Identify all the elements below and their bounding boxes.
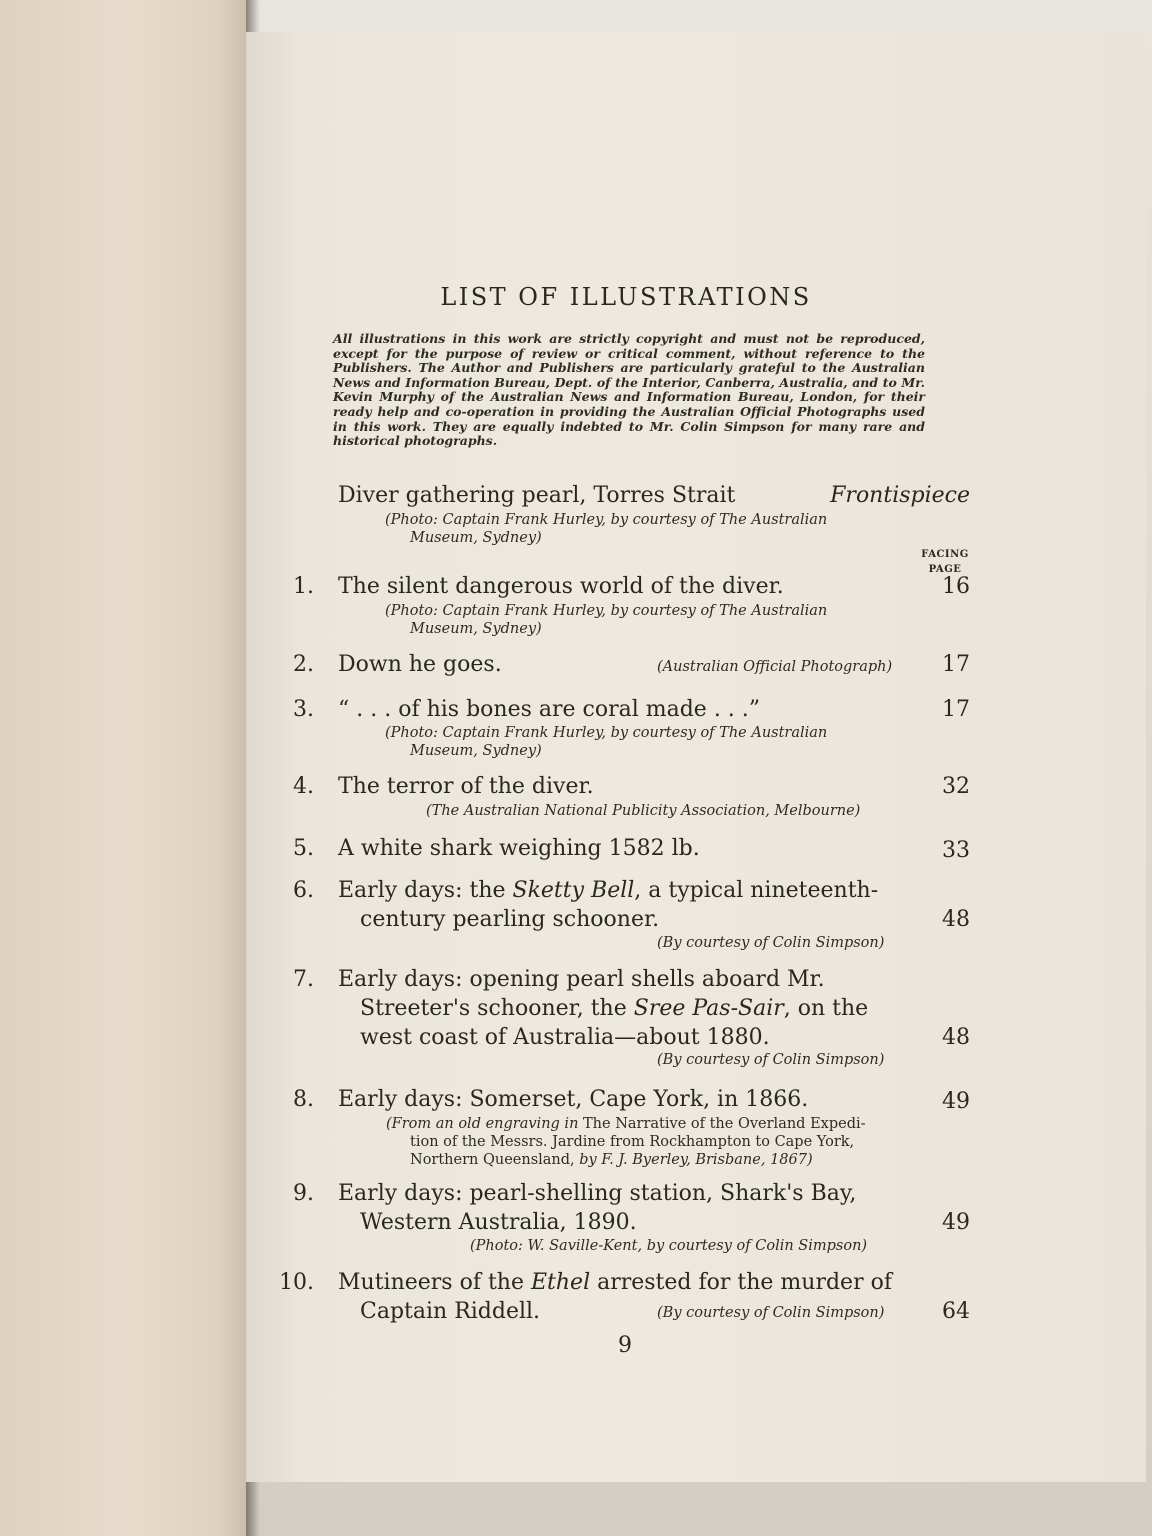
frontispiece-credit-line-2: Museum, Sydney): [410, 530, 542, 546]
entry-8-title: Early days: Somerset, Cape York, in 1866.: [338, 1087, 809, 1112]
page-title: LIST OF ILLUSTRATIONS: [440, 283, 812, 311]
page-number: 9: [618, 1333, 632, 1358]
entry-7-title-line-2: [360, 995, 868, 1023]
facing-label-line-1: FACING: [921, 549, 969, 560]
entry-5-page: 33: [942, 838, 970, 863]
entry-1-page: 16: [942, 574, 970, 599]
entry-6-title-line-1: [338, 877, 878, 905]
entry-9-title-line-2: Western Australia, 1890.: [360, 1210, 637, 1235]
entry-1-number: 1.: [293, 574, 314, 599]
entry-3-credit-line-2: Museum, Sydney): [410, 743, 542, 759]
entry-6-title-part-c: , a typical nineteenth-: [634, 878, 879, 903]
entry-8-credit-line-3: [410, 1151, 813, 1169]
copyright-notice: All illustrations in this work are strictly copyright and must not be reproduced, except for the purpose of review or critical comment, without reference to the Publishers. The Author and Publishers are particularly grateful to the Australian News and Information Bureau, Dept. of the Interior, Canberra, Australia, and to Mr. Kevin Murphy of the Australian News and Information Bureau, London, for their ready help and co-operation in providing the Australian Official Photographs used in this work. They are equally indebted to Mr. Colin Simpson for many rare and historical photographs.: [333, 331, 925, 449]
entry-2-credit: (Australian Official Photograph): [657, 659, 893, 675]
entry-8-book-title-a: The Narrative of the Overland Expedi-: [583, 1116, 866, 1132]
entry-1-title: The silent dangerous world of the diver.: [338, 574, 784, 599]
entry-4-title: The terror of the diver.: [338, 774, 594, 799]
entry-10-ship-name: Ethel: [530, 1270, 591, 1295]
entry-8-credit-part-b: by F. J. Byerley, Brisbane, 1867): [579, 1152, 813, 1168]
entry-10-credit: (By courtesy of Colin Simpson): [657, 1305, 885, 1321]
entry-9-credit: (Photo: W. Saville-Kent, by courtesy of Colin Simpson): [470, 1238, 868, 1254]
entry-8-page: 49: [942, 1089, 970, 1114]
entry-8-credit-line-2: [410, 1133, 854, 1151]
entry-8-book-title-b: tion of the Messrs. Jardine from Rockhampton to Cape York,: [410, 1134, 855, 1150]
entry-6-title-line-2: century pearling schooner.: [360, 907, 660, 932]
entry-7-title-line-1: Early days: opening pearl shells aboard Mr.: [338, 967, 825, 992]
entry-6-ship-name: Sketty Bell: [512, 878, 635, 903]
entry-6-credit: (By courtesy of Colin Simpson): [657, 935, 885, 951]
entry-9-page: 49: [942, 1210, 970, 1235]
entry-3-title: “ . . . of his bones are coral made . . .”: [338, 697, 761, 722]
right-page: [246, 32, 1146, 1482]
facing-label-line-2: PAGE: [928, 564, 962, 575]
entry-10-number: 10.: [279, 1270, 314, 1295]
entry-10-title-part-c: arrested for the murder of: [590, 1270, 892, 1295]
entry-1-credit-line-2: Museum, Sydney): [410, 621, 542, 637]
entry-7-ship-name: Sree Pas-Sair: [633, 996, 784, 1021]
entry-2-page: 17: [942, 652, 970, 677]
frontispiece-credit-line-1: (Photo: Captain Frank Hurley, by courtesy of The Australian: [385, 512, 828, 528]
entry-7-title-part-c: , on the: [783, 996, 869, 1021]
entry-10-page: 64: [942, 1299, 970, 1324]
entry-6-number: 6.: [293, 878, 314, 903]
entry-8-book-title-c: Northern Queensland,: [410, 1152, 580, 1168]
entry-7-title-line-3: west coast of Australia—about 1880.: [360, 1025, 770, 1050]
entry-1-credit-line-1: (Photo: Captain Frank Hurley, by courtesy of The Australian: [385, 603, 828, 619]
entry-5-title: A white shark weighing 1582 lb.: [338, 836, 700, 861]
frontispiece-title: Diver gathering pearl, Torres Strait: [338, 483, 736, 508]
entry-2-number: 2.: [293, 652, 314, 677]
entry-9-title-line-1: Early days: pearl-shelling station, Shark's Bay,: [338, 1181, 857, 1206]
entry-3-page: 17: [942, 697, 970, 722]
entry-5-number: 5.: [293, 836, 314, 861]
entry-7-credit: (By courtesy of Colin Simpson): [657, 1052, 885, 1068]
entry-3-credit-line-1: (Photo: Captain Frank Hurley, by courtesy of The Australian: [385, 725, 828, 741]
entry-6-page: 48: [942, 907, 970, 932]
entry-6-title-part-a: Early days: the: [338, 878, 513, 903]
entry-10-title-line-1: [338, 1269, 892, 1297]
entry-8-credit-line-1: [386, 1115, 866, 1133]
frontispiece-page: Frontispiece: [830, 483, 970, 508]
entry-7-number: 7.: [293, 967, 314, 992]
entry-2-title: Down he goes.: [338, 652, 502, 677]
entry-8-credit-part-a: (From an old engraving in: [386, 1116, 584, 1132]
left-page: [0, 0, 246, 1536]
entry-3-number: 3.: [293, 697, 314, 722]
entry-9-number: 9.: [293, 1181, 314, 1206]
entry-4-page: 32: [942, 774, 970, 799]
entry-8-number: 8.: [293, 1087, 314, 1112]
entry-4-credit: (The Australian National Publicity Association, Melbourne): [426, 803, 861, 819]
entry-7-page: 48: [942, 1025, 970, 1050]
entry-4-number: 4.: [293, 774, 314, 799]
entry-7-title-part-a: Streeter's schooner, the: [360, 996, 634, 1021]
entry-10-title-part-a: Mutineers of the: [338, 1270, 531, 1295]
entry-10-title-line-2: Captain Riddell.: [360, 1299, 541, 1324]
